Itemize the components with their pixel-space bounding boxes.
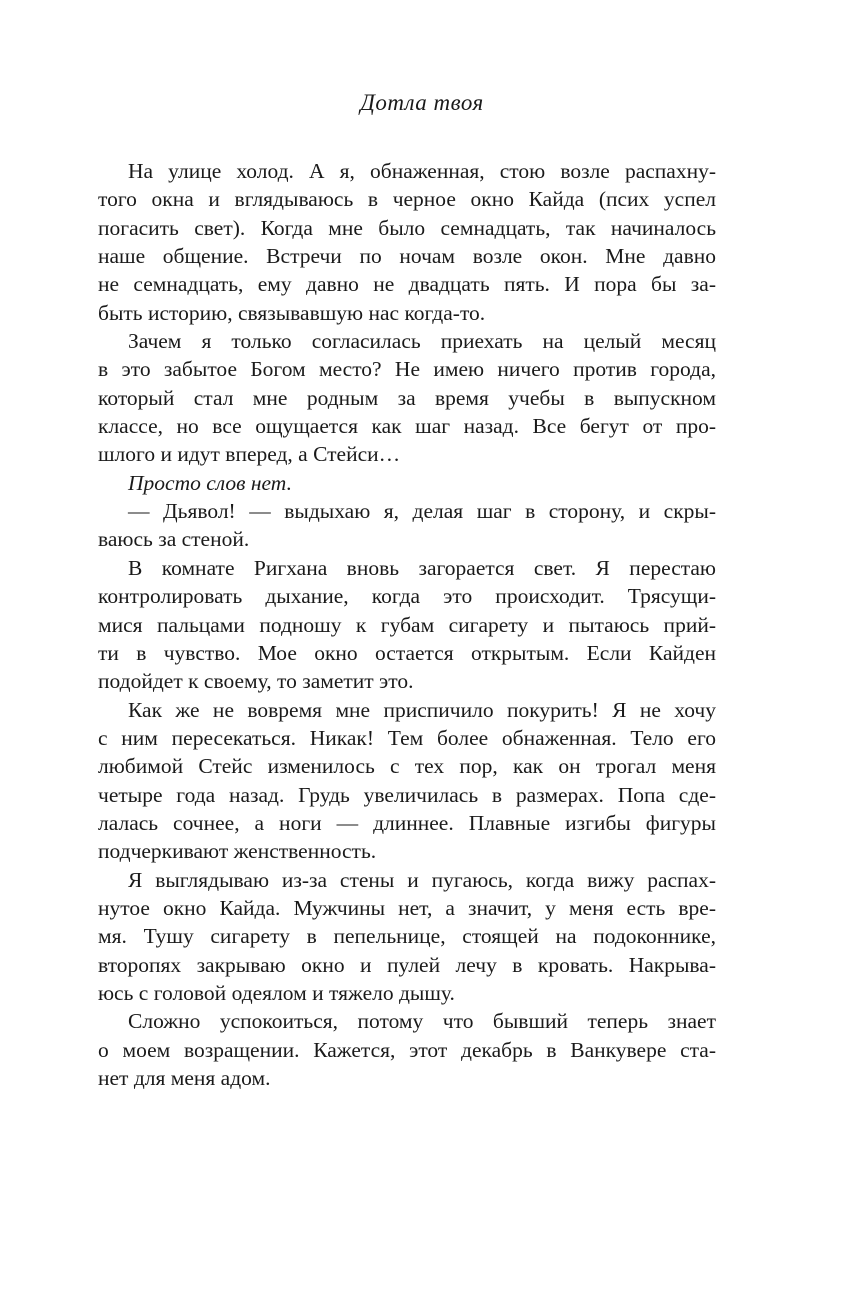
text-line: Я выглядываю из-за стены и пугаюсь, когда вижу распах-: [128, 867, 716, 892]
text-line: лалась сочнее, а ноги — длиннее. Плавные изгибы фигуры: [98, 810, 716, 835]
text-line: подчеркивают женственность.: [98, 839, 377, 864]
body-text: [98, 157, 716, 1092]
text-line: На улице холод. А я, обнаженная, стою возле распахну-: [128, 159, 716, 183]
text-line: — Дьявол! — выдыхаю я, делая шаг в сторону, и скры-: [128, 499, 716, 524]
text-line: Зачем я только согласилась приехать на целый месяц: [128, 329, 716, 354]
text-line: классе, но все ощущается как шаг назад. Все бегут от про-: [98, 414, 716, 439]
text-line: Как же не вовремя мне приспичило покурить! Я не хочу: [128, 697, 716, 722]
text-line: погасить свет). Когда мне было семнадцать, так начиналось: [98, 215, 716, 240]
text-line: нет для меня адом.: [98, 1066, 271, 1090]
text-line: четыре года назад. Грудь увеличилась в размерах. Попа сде-: [98, 782, 716, 807]
text-line: о моем возращении. Кажется, этот декабрь в Ванкувере ста-: [98, 1037, 716, 1062]
text-line: наше общение. Встречи по ночам возле окон. Мне давно: [98, 244, 716, 269]
text-line: шлого и идут вперед, а Стейси…: [98, 442, 401, 467]
text-line: ти в чувство. Мое окно остается открытым. Если Кайден: [98, 640, 716, 665]
text-line: контролировать дыхание, когда это происходит. Трясущи-: [98, 584, 716, 609]
text-line: мися пальцами подношу к губам сигарету и пытаюсь прий-: [98, 612, 716, 637]
text-line: быть историю, связывавшую нас когда-то.: [98, 300, 486, 325]
text-line: того окна и вглядываюсь в черное окно Кайда (псих успел: [98, 187, 716, 212]
text-line: нутое окно Кайда. Мужчины нет, а значит, у меня есть вре-: [98, 895, 716, 920]
text-line: второпях закрываю окно и пулей лечу в кровать. Накрыва-: [98, 952, 716, 977]
text-line: не семнадцать, ему давно не двадцать пять. И пора бы за-: [98, 272, 716, 297]
text-line: Сложно успокоиться, потому что бывший теперь знает: [128, 1009, 716, 1034]
text-line: ваюсь за стеной.: [98, 527, 250, 552]
text-line: мя. Тушу сигарету в пепельнице, стоящей на подоконнике,: [98, 924, 716, 949]
running-head: Дотла твоя: [360, 90, 484, 115]
text-line: с ним пересекаться. Никак! Тем более обнаженная. Тело его: [98, 725, 716, 750]
text-line: юсь с головой одеялом и тяжело дышу.: [98, 980, 455, 1005]
text-line: Просто слов нет.: [128, 470, 292, 495]
text-line: в это забытое Богом место? Не имею ничего против города,: [98, 357, 716, 382]
text-line: В комнате Ригхана вновь загорается свет. Я перестаю: [128, 555, 716, 580]
text-line: подойдет к своему, то заметит это.: [98, 669, 414, 694]
text-line: любимой Стейс изменилось с тех пор, как он трогал меня: [98, 754, 716, 779]
text-line: который стал мне родным за время учебы в выпускном: [98, 385, 716, 410]
